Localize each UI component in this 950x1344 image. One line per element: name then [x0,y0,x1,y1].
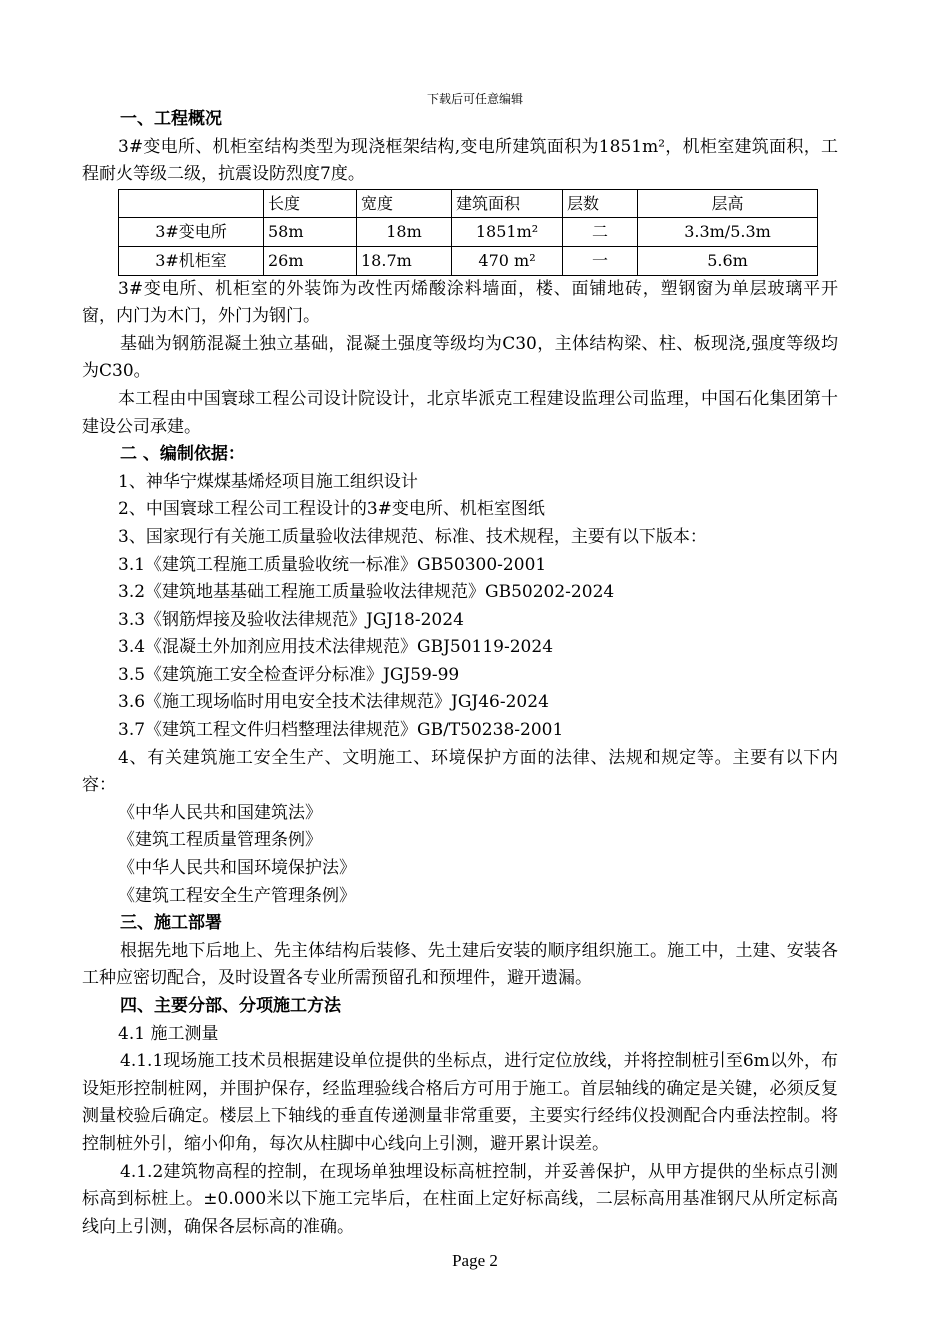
table-header-cell: 长度 [264,189,357,218]
basis-item: 3.2《建筑地基基础工程施工质量验收法律规范》GB50202-2024 [118,582,615,603]
building-spec-table [118,189,818,276]
page-header: 下载后可任意编辑 [426,92,523,106]
table-header-cell: 层高 [638,189,818,218]
document-body [82,106,838,1241]
table-cell: 3#机柜室 [119,246,264,275]
deployment-paragraph: 根据先地下后地上、先主体结构后装修、先土建后安装的顺序组织施工。施工中，土建、安装各工种应密切配合，及时设置各专业所需预留孔和预埋件，避开遗漏。 [82,940,838,989]
law-item: 《建筑工程质量管理条例》 [118,830,322,851]
table-cell: 470 m² [452,246,563,275]
table-cell: 18m [357,218,452,247]
table-cell: 18.7m [357,246,452,275]
table-cell: 58m [264,218,357,247]
basis-item: 3.7《建筑工程文件归档整理法律规范》GB/T50238-2001 [118,720,564,741]
basis-item: 3.1《建筑工程施工质量验收统一标准》GB50300-2001 [118,554,547,575]
laws-intro-paragraph: 4、有关建筑施工安全生产、文明施工、环境保护方面的法律、法规和规定等。主要有以下内容： [82,747,838,796]
basis-item: 3.5《建筑施工安全检查评分标准》JGJ59-99 [118,664,460,685]
table-row [119,218,818,247]
law-item: 《建筑工程安全生产管理条例》 [118,885,356,906]
basis-item: 3、国家现行有关施工质量验收法律规范、标准、技术规程，主要有以下版本： [118,526,707,547]
page-number: Page 2 [452,1251,498,1270]
table-header-cell: 建筑面积 [452,189,563,218]
section-3-title: 三、施工部署 [120,913,222,934]
foundation-paragraph: 基础为钢筋混凝土独立基础，混凝土强度等级均为C30，主体结构梁、柱、板现浇,强度等级均为C30。 [82,333,838,382]
table-cell: 1851m² [452,218,563,247]
table-header-cell: 宽度 [357,189,452,218]
parties-paragraph: 本工程由中国寰球工程公司设计院设计，北京毕派克工程建设监理公司监理，中国石化集团第十建设公司承建。 [82,388,838,437]
table-cell: 一 [563,246,638,275]
section-2-title: 二 、编制依据： [120,444,245,465]
law-item: 《中华人民共和国环境保护法》 [118,858,356,879]
basis-item: 2、中国寰球工程公司工程设计的3#变电所、机柜室图纸 [118,499,545,520]
table-cell: 二 [563,218,638,247]
survey-axis-paragraph: 4.1.1现场施工技术员根据建设单位提供的坐标点，进行定位放线，并将控制桩引至6m以外，布设矩形控制桩网，并围护保存，经监理验线合格后方可用于施工。首层轴线的确定是关键，必须反复测量校验后确定。楼层上下轴线的垂直传递测量非常重要，主要实行经纬仪投测配合内垂法控制。将控制桩外引，缩小仰角，每次从柱脚中心线向上引测，避开累计误差。 [82,1051,838,1154]
table-header-cell [119,189,264,218]
table-cell: 5.6m [638,246,818,275]
section-1-title: 一、工程概况 [120,109,222,129]
table-header-cell: 层数 [563,189,638,218]
basis-item: 3.3《钢筋焊接及验收法律规范》JGJ18-2024 [118,609,464,630]
survey-elevation-paragraph: 4.1.2建筑物高程的控制，在现场单独埋设标高桩控制，并妥善保护，从甲方提供的坐标点引测标高到标桩上。±0.000米以下施工完毕后，在柱面上定好标高线，二层标高用基准钢尺从所定标高线向上引测，确保各层标高的准确。 [82,1161,838,1237]
overview-paragraph: 3#变电所、机柜室结构类型为现浇框架结构,变电所建筑面积为1851m²，机柜室建筑面积，工程耐火等级二级，抗震设防烈度7度。 [82,136,838,185]
basis-item: 1、神华宁煤煤基烯烃项目施工组织设计 [118,471,418,492]
table-cell: 3.3m/5.3m [638,218,818,247]
law-item: 《中华人民共和国建筑法》 [118,802,322,823]
exterior-finish-paragraph: 3#变电所、机柜室的外装饰为改性丙烯酸涂料墙面，楼、面铺地砖，塑钢窗为单层玻璃平开窗，内门为木门，外门为钢门。 [82,278,838,327]
section-4-title: 四、主要分部、分项施工方法 [120,996,341,1016]
table-cell: 26m [264,246,357,275]
basis-item: 3.4《混凝土外加剂应用技术法律规范》GBJ50119-2024 [118,637,554,658]
subsection-4-1-title: 4.1 施工测量 [118,1023,219,1044]
table-row [119,246,818,275]
basis-item: 3.6《施工现场临时用电安全技术法律规范》JGJ46-2024 [118,692,549,713]
table-header-row [119,189,818,218]
table-cell: 3#变电所 [119,218,264,247]
